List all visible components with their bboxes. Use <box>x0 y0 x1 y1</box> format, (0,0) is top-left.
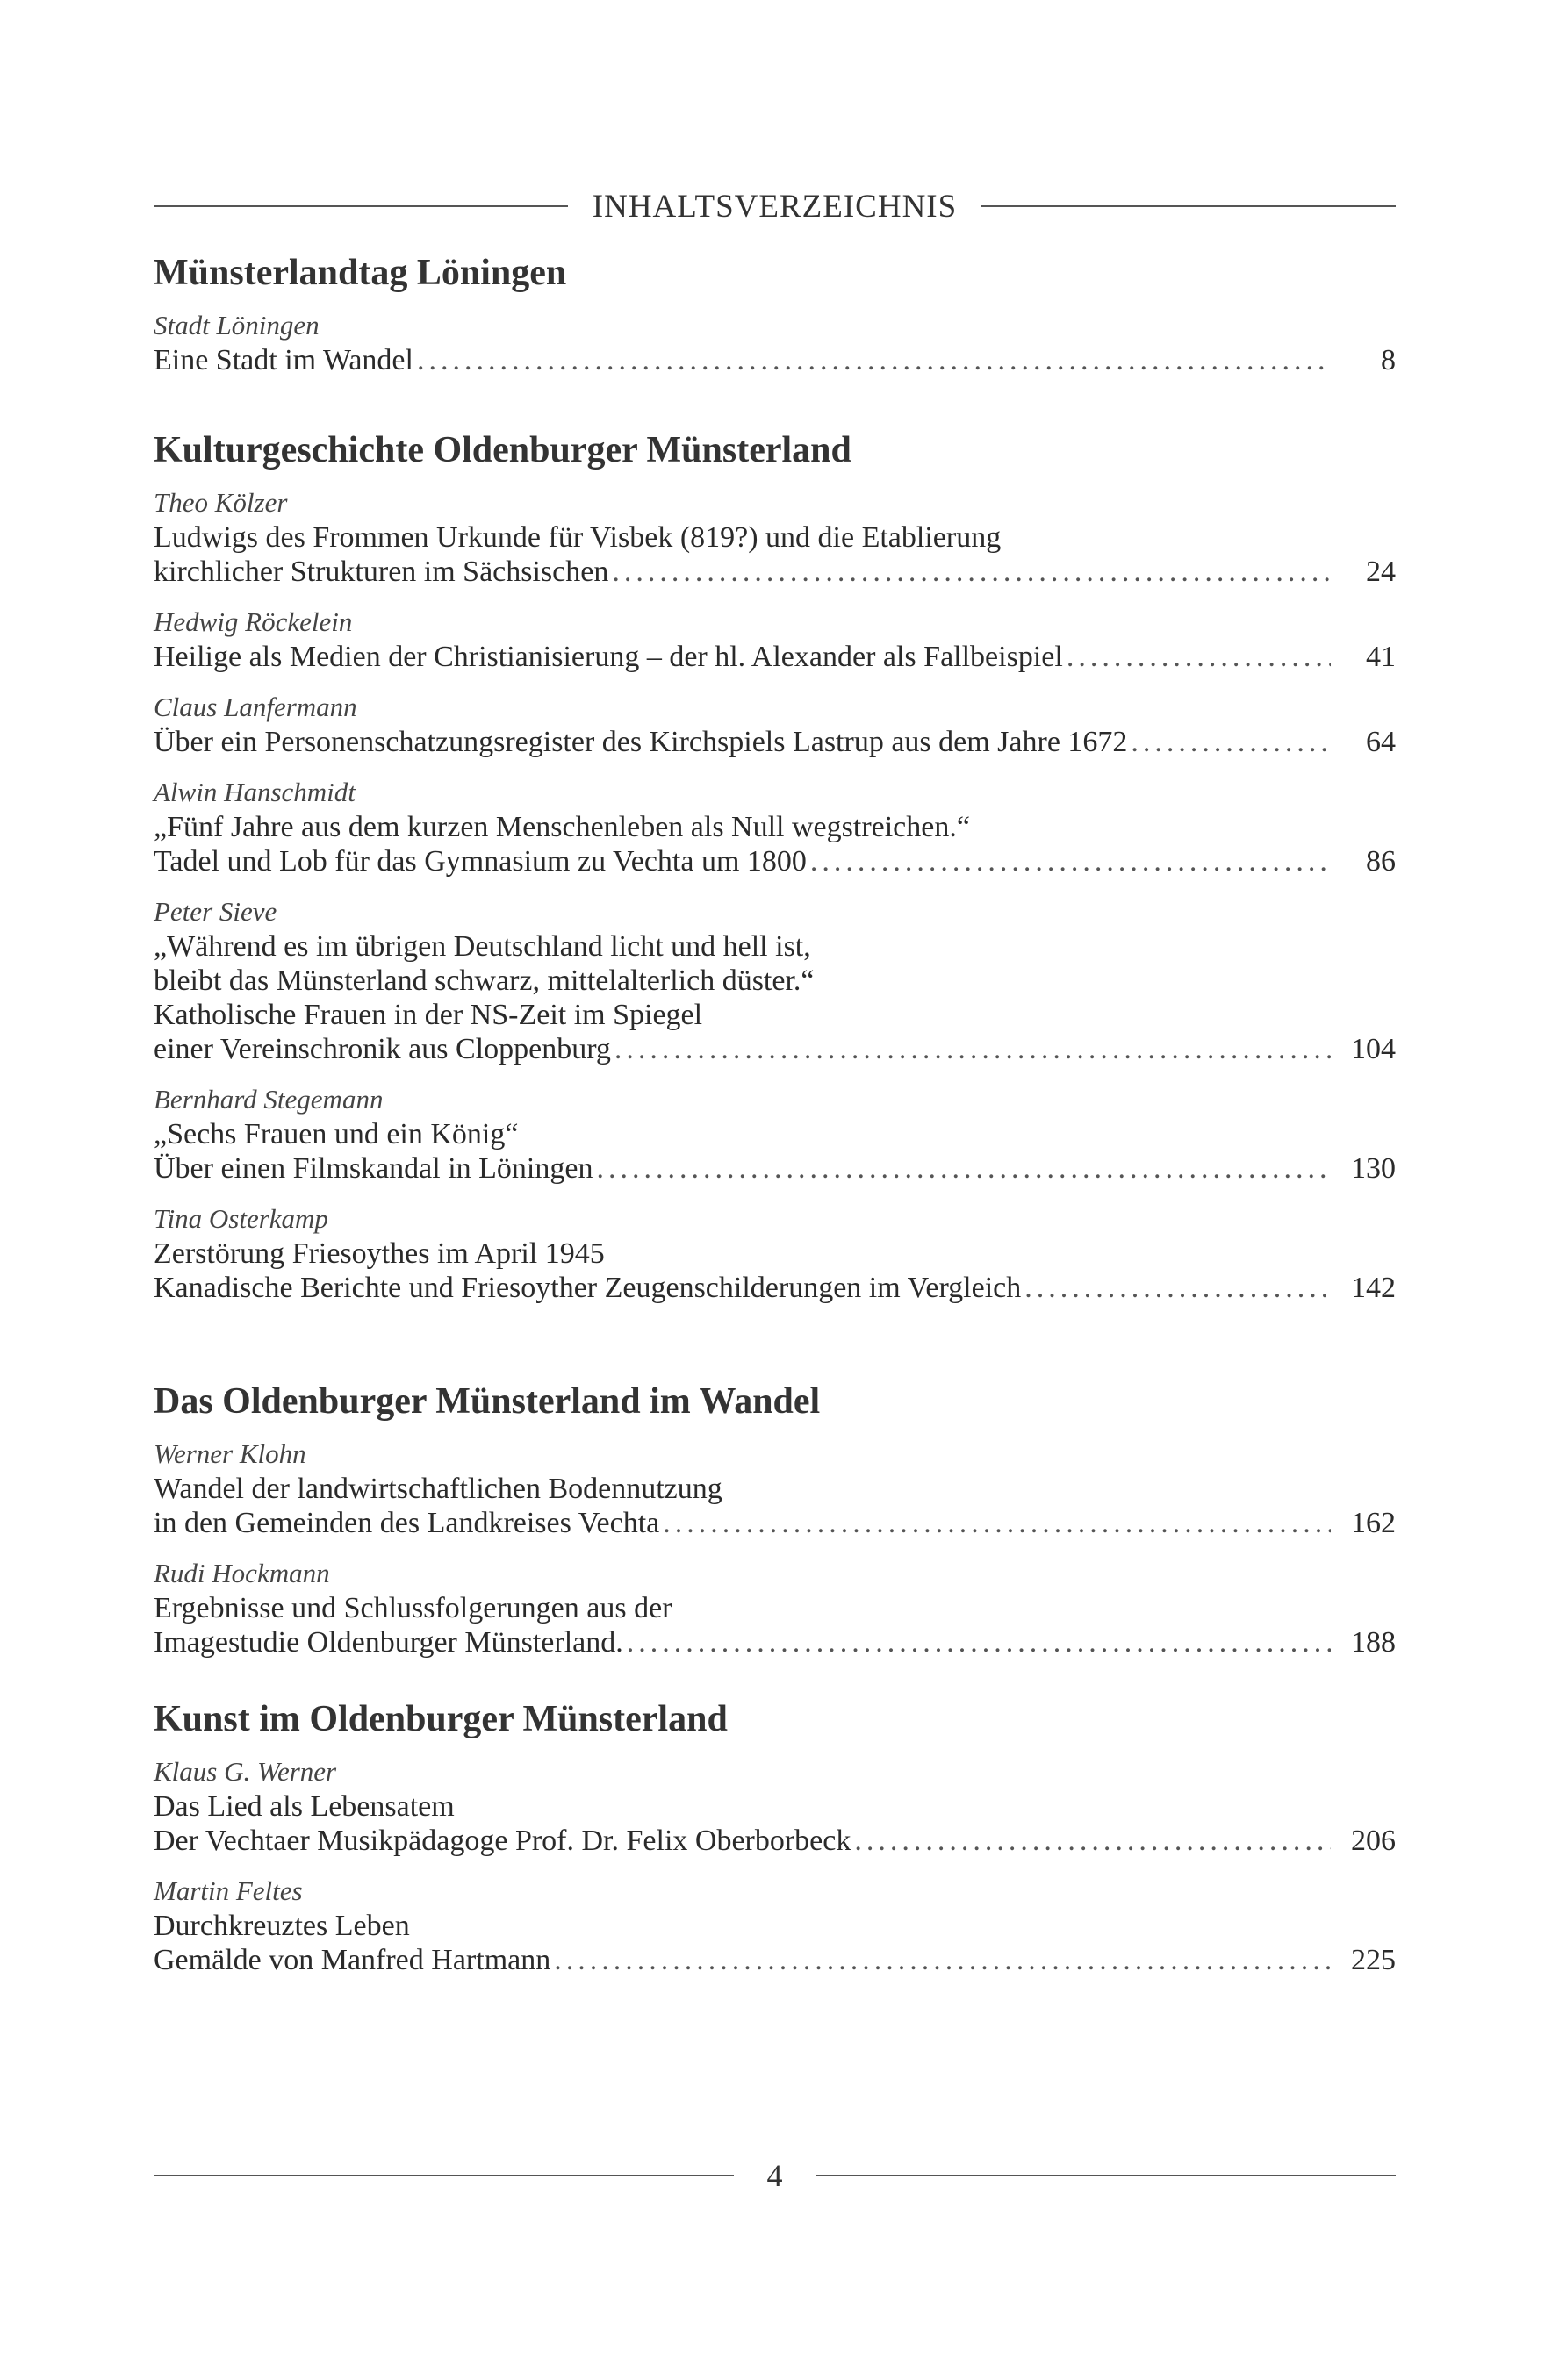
entry-title-line: einer Vereinschronik aus Cloppenburg <box>154 1033 611 1065</box>
toc-entry[interactable] <box>154 690 1396 759</box>
entry-title-line: Zerstörung Friesoythes im April 1945 <box>154 1237 605 1270</box>
entry-title-row <box>154 844 1396 878</box>
entry-author: Rudi Hockmann <box>154 1558 330 1588</box>
toc-entry[interactable] <box>154 1201 1396 1305</box>
toc-body <box>154 248 1396 1977</box>
toc-entry[interactable] <box>154 1556 1396 1660</box>
dot-leader <box>663 1506 1331 1540</box>
entry-page-number: 41 <box>1366 641 1396 673</box>
entry-author: Stadt Löningen <box>154 310 320 341</box>
entry-title-line: „Sechs Frauen und ein König“ <box>154 1118 519 1151</box>
toc-entry[interactable] <box>154 1874 1396 1977</box>
header-rule-left <box>154 205 568 207</box>
entry-title-line: Katholische Frauen in der NS-Zeit im Spiegel <box>154 999 703 1031</box>
entry-page-number: 24 <box>1366 556 1396 588</box>
entry-page-number: 64 <box>1366 726 1396 758</box>
page-number: 4 <box>766 2158 783 2193</box>
entry-title-line: „Fünf Jahre aus dem kurzen Menschenleben als Null wegstreichen.“ <box>154 811 970 843</box>
toc-page <box>154 180 1396 1977</box>
dot-leader <box>1131 725 1331 759</box>
entry-title-row <box>154 640 1396 674</box>
entry-page-number: 206 <box>1351 1824 1396 1857</box>
toc-section <box>154 248 1396 377</box>
entry-author: Werner Klohn <box>154 1438 306 1469</box>
entry-title-row <box>154 1506 1396 1540</box>
toc-entry[interactable] <box>154 1437 1396 1540</box>
dot-leader <box>554 1943 1331 1977</box>
toc-entry[interactable] <box>154 1082 1396 1186</box>
entry-title-line: Über ein Personenschatzungsregister des Kirchspiels Lastrup aus dem Jahre 1672 <box>154 726 1128 758</box>
toc-title: INHALTSVERZEICHNIS <box>592 188 958 225</box>
toc-section <box>154 1695 1396 1977</box>
entry-title-row <box>154 1032 1396 1066</box>
entry-page-number: 8 <box>1381 344 1396 376</box>
section-title: Das Oldenburger Münsterland im Wandel <box>154 1381 821 1422</box>
entry-page-number: 142 <box>1351 1272 1396 1304</box>
entry-author: Klaus G. Werner <box>154 1756 337 1787</box>
dot-leader <box>612 555 1331 589</box>
entry-title-row <box>154 555 1396 589</box>
toc-section <box>154 1377 1396 1660</box>
entry-page-number: 225 <box>1351 1944 1396 1976</box>
dot-leader <box>854 1824 1331 1858</box>
entry-title-line: kirchlicher Strukturen im Sächsischen <box>154 556 609 588</box>
dot-leader <box>417 343 1331 377</box>
entry-title-line: Kanadische Berichte und Friesoyther Zeugenschilderungen im Vergleich <box>154 1272 1022 1304</box>
entry-author: Alwin Hanschmidt <box>154 777 356 807</box>
entry-title-line: Durchkreuztes Leben <box>154 1910 410 1942</box>
entry-title-line: Das Lied als Lebensatem <box>154 1790 455 1823</box>
dot-leader <box>596 1151 1331 1186</box>
toc-entry[interactable] <box>154 1754 1396 1858</box>
entry-title-row <box>154 1943 1396 1977</box>
toc-entry[interactable] <box>154 894 1396 1066</box>
dot-leader <box>627 1625 1331 1660</box>
entry-author: Bernhard Stegemann <box>154 1084 384 1115</box>
dot-leader <box>810 844 1331 878</box>
dot-leader <box>1067 640 1331 674</box>
toc-entry[interactable] <box>154 775 1396 878</box>
entry-author: Hedwig Röckelein <box>154 606 353 637</box>
entry-title-line: Imagestudie Oldenburger Münsterland. <box>154 1626 623 1659</box>
toc-entry[interactable] <box>154 485 1396 589</box>
entry-author: Peter Sieve <box>154 896 277 927</box>
entry-title-line: Gemälde von Manfred Hartmann <box>154 1944 551 1976</box>
entry-title-line: Eine Stadt im Wandel <box>154 344 413 376</box>
toc-section <box>154 426 1396 1305</box>
entry-title-line: „Während es im übrigen Deutschland licht und hell ist, <box>154 930 811 963</box>
entry-author: Theo Kölzer <box>154 487 288 518</box>
entry-title-row <box>154 1824 1396 1858</box>
page-footer <box>154 2154 1396 2197</box>
entry-page-number: 188 <box>1351 1626 1396 1659</box>
toc-header <box>154 180 1396 233</box>
entry-title-row <box>154 1625 1396 1660</box>
entry-title-row <box>154 343 1396 377</box>
entry-title-row <box>154 725 1396 759</box>
dot-leader <box>614 1032 1331 1066</box>
entry-page-number: 130 <box>1351 1152 1396 1185</box>
entry-page-number: 86 <box>1366 845 1396 878</box>
section-title: Kunst im Oldenburger Münsterland <box>154 1699 728 1739</box>
header-rule-right <box>981 205 1396 207</box>
toc-entry[interactable] <box>154 308 1396 377</box>
entry-title-line: Über einen Filmskandal in Löningen <box>154 1152 593 1185</box>
section-title: Münsterlandtag Löningen <box>154 253 567 293</box>
toc-entry[interactable] <box>154 605 1396 674</box>
entry-page-number: 104 <box>1351 1033 1396 1065</box>
entry-title-line: bleibt das Münsterland schwarz, mittelalterlich düster.“ <box>154 964 815 997</box>
entry-title-line: Tadel und Lob für das Gymnasium zu Vechta um 1800 <box>154 845 807 878</box>
entry-author: Claus Lanfermann <box>154 692 357 722</box>
entry-title-line: Wandel der landwirtschaftlichen Bodennutzung <box>154 1473 722 1505</box>
entry-author: Martin Feltes <box>154 1875 303 1906</box>
entry-title-line: Ergebnisse und Schlussfolgerungen aus der <box>154 1592 672 1624</box>
footer-rule-left <box>154 2175 734 2176</box>
entry-author: Tina Osterkamp <box>154 1203 328 1234</box>
entry-title-line: Der Vechtaer Musikpädagoge Prof. Dr. Felix Oberborbeck <box>154 1824 851 1857</box>
entry-title-row <box>154 1271 1396 1305</box>
entry-title-line: Ludwigs des Frommen Urkunde für Visbek (819?) und die Etablierung <box>154 521 1002 554</box>
entry-page-number: 162 <box>1351 1507 1396 1539</box>
footer-rule-right <box>816 2175 1397 2176</box>
entry-title-line: Heilige als Medien der Christianisierung – der hl. Alexander als Fallbeispiel <box>154 641 1063 673</box>
entry-title-row <box>154 1151 1396 1186</box>
dot-leader <box>1024 1271 1331 1305</box>
entry-title-line: in den Gemeinden des Landkreises Vechta <box>154 1507 660 1539</box>
section-title: Kulturgeschichte Oldenburger Münsterland <box>154 430 851 470</box>
